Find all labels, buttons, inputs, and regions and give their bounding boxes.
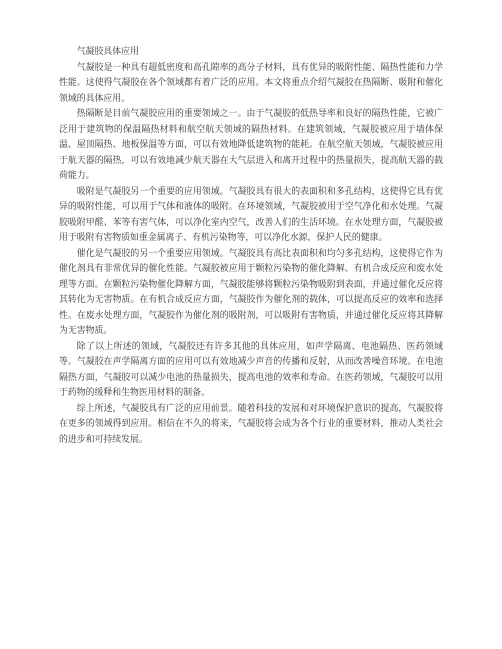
paragraph-catalysis: 催化是气凝胶的另一个重要应用领域。气凝胶具有高比表面积和均匀多孔结构，这使得它作为催化剂具有非常优异的催化性能。气凝胶被应用于颗粒污染物的催化降解、有机合成反应和废水处理等方面。在颗粒污染物催化降解方面，气凝胶能够将颗粒污染物吸附到表面，并通过催化反应将其转化为无害物质。在有机合成反应方面，气凝胶作为催化剂的载体，可以提高反应的效率和选择性。在废水处理方面，气凝胶作为催化剂的吸附剂，可以吸附有害物质，并通过催化反应将其降解为无害物质。 xyxy=(59,248,443,336)
paragraph-other-applications: 除了以上所述的领域，气凝胶还有许多其他的具体应用，如声学隔离、电池隔热、医药领域等。气凝胶在声学隔离方面的应用可以有效地减少声音的传播和反射，从而改善噪音环境。在电池隔热方面，气凝胶可以减少电池的热量损失，提高电池的效率和寿命。在医药领域，气凝胶可以用于药物的缓释和生物医用材料的制备。 xyxy=(59,341,443,398)
paragraph-thermal-insulation: 热隔断是目前气凝胶应用的重要领域之一。由于气凝胶的低热导率和良好的隔热性能，它被广泛用于建筑物的保温隔热材料和航空航天领域的隔热材料。在建筑领域，气凝胶被应用于墙体保温、屋顶隔热、地板保温等方面，可以有效地降低建筑物的能耗。在航空航天领域，气凝胶被应用于航天器的隔热，可以有效地减少航天器在大气层进入和离开过程中的热量损失，提高航天器的载荷能力。 xyxy=(59,109,443,181)
paragraph-conclusion: 综上所述，气凝胶具有广泛的应用前景。随着科技的发展和对环境保护意识的提高，气凝胶将在更多的领域得到应用。相信在不久的将来，气凝胶将会成为各个行业的重要材料，推动人类社会的进步和可持续发展。 xyxy=(59,403,443,445)
paragraph-adsorption: 吸附是气凝胶另一个重要的应用领域。气凝胶具有很大的表面积和多孔结构，这使得它具有优异的吸附性能，可以用于气体和液体的吸附。在环境领域，气凝胶被用于空气净化和水处理。气凝胶吸附甲醛、苯等有害气体，可以净化室内空气，改善人们的生活环境。在水处理方面，气凝胶被用于吸附有害物质如重金属离子、有机污染物等，可以净化水源，保护人民的健康。 xyxy=(59,186,443,243)
document-title: 气凝胶具体应用 xyxy=(76,47,139,57)
paragraph-intro: 气凝胶是一种具有超低密度和高孔隙率的高分子材料，具有优异的吸附性能、隔热性能和力学性能。这使得气凝胶在各个领域都有着广泛的应用。本文将重点介绍气凝胶在热隔断、吸附和催化领域的具体应用。 xyxy=(59,62,443,104)
document-page xyxy=(59,45,443,448)
